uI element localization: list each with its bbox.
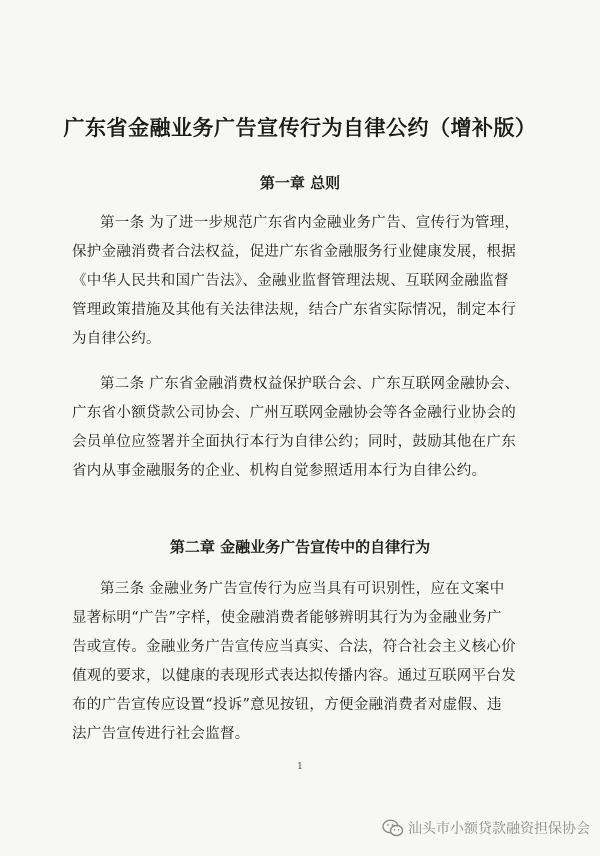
document-title: 广东省金融业务广告宣传行为自律公约（增补版） (63, 116, 537, 140)
article-3 (72, 575, 542, 749)
article-3-line: 法广告宣传进行社会监督。 (72, 726, 250, 742)
article-3-line: 告或宣传。金融业务广告宣传应当真实、合法，符合社会主义核心价 (72, 639, 516, 655)
article-2-line: 广东省小额贷款公司协会、广州互联网金融协会等各金融行业协会的 (72, 405, 516, 421)
article-3-line: 显著标明“广告”字样，使金融消费者能够辨明其行为为金融业务广 (72, 610, 502, 626)
article-3-line: 第三条 金融业务广告宣传行为应当具有可识别性，应在文案中 (100, 581, 505, 597)
chapter-2-heading: 第二章 金融业务广告宣传中的自律行为 (169, 538, 431, 556)
chapter-1-heading: 第一章 总则 (259, 174, 341, 192)
article-1-line: 《中华人民共和国广告法》、金融业监督管理法规、互联网金融监督 (72, 273, 509, 289)
article-2-line: 第二条 广东省金融消费权益保护联合会、广东互联网金融协会、 (100, 376, 520, 392)
article-1-line: 为自律公约。 (72, 331, 161, 347)
article-2-line: 省内从事金融服务的企业、机构自觉参照适用本行为自律公约。 (72, 463, 487, 479)
article-1-line: 保护金融消费者合法权益，促进广东省金融服务行业健康发展，根据 (72, 244, 516, 260)
article-1-line: 第一条 为了进一步规范广东省内金融业务广告、宣传行为管理， (100, 215, 520, 231)
watermark-text: 汕头市小额贷款融资担保协会 (408, 821, 590, 837)
article-2-line: 会员单位应签署并全面执行本行为自律公约；同时，鼓励其他在广东 (72, 434, 516, 450)
article-1 (72, 209, 542, 354)
page-number: 1 (297, 762, 303, 772)
article-3-line: 值观的要求，以健康的表现形式表达拟传播内容。通过互联网平台发 (72, 668, 516, 684)
article-2 (72, 370, 542, 486)
article-3-line: 布的广告宣传应设置“投诉”意见按钮，方便金融消费者对虚假、违 (72, 697, 502, 713)
wechat-icon (382, 819, 404, 837)
watermark (382, 818, 590, 838)
article-1-line: 管理政策措施及其他有关法律法规，结合广东省实际情况，制定本行 (72, 302, 516, 318)
